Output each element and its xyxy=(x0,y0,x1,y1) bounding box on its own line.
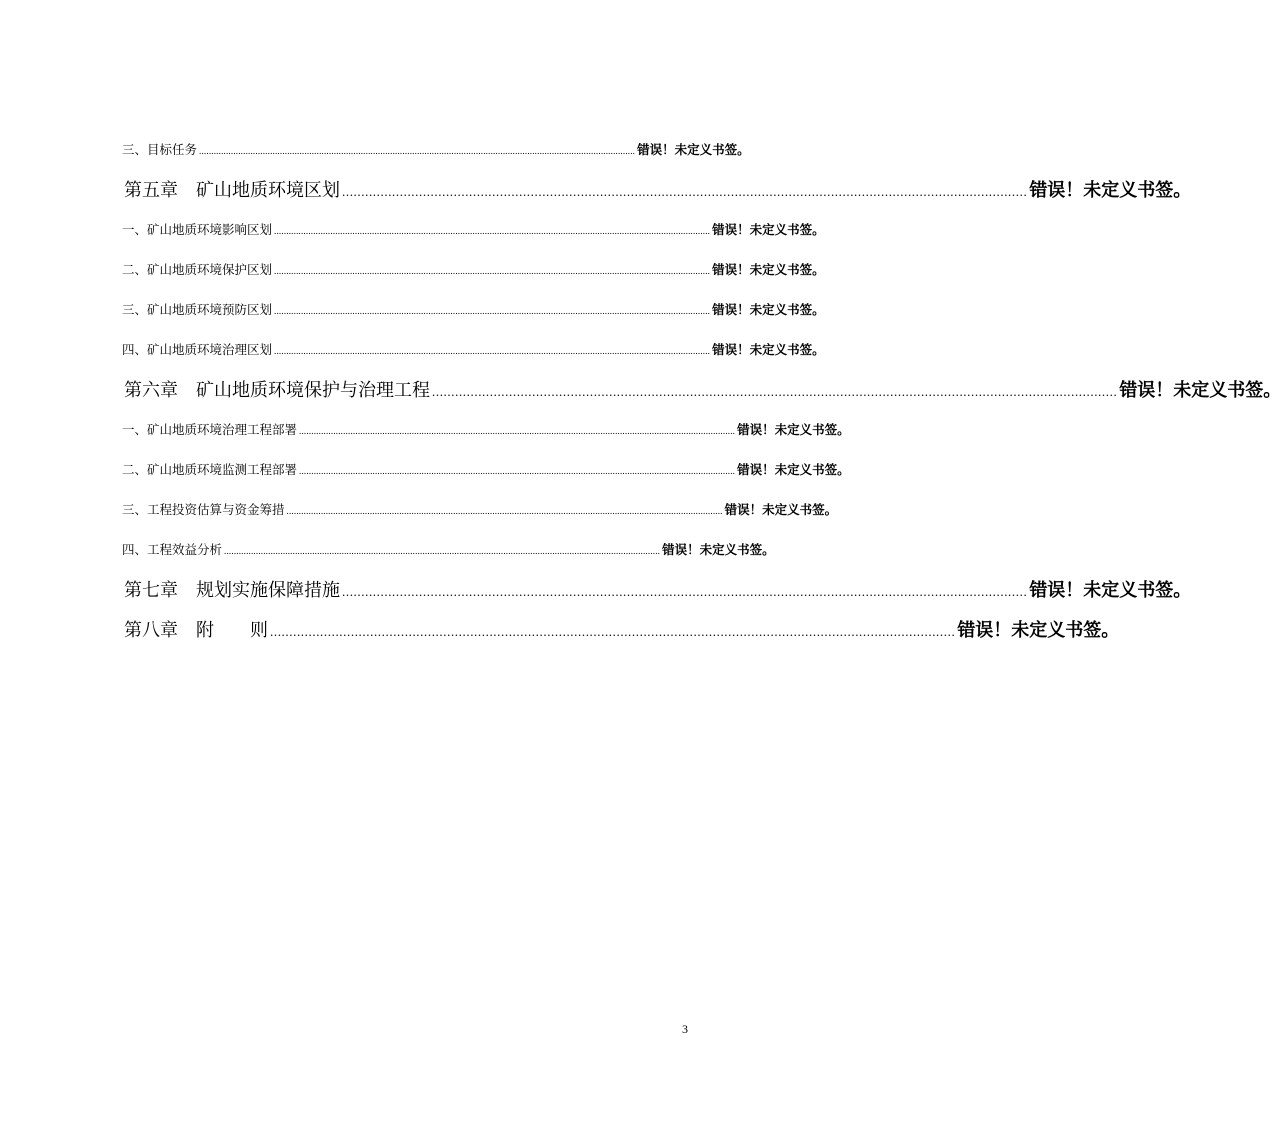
dot-leader: .................................................................................................................................................................................. xyxy=(224,546,661,556)
dot-leader: .................................................................................................................................................................................. xyxy=(274,346,711,356)
dot-leader: .................................................................................................................................................................................. xyxy=(299,466,736,476)
toc-page-reference: 错误！未定义书签。 xyxy=(737,462,850,477)
toc-chapter-entry[interactable] xyxy=(124,376,1281,402)
dot-leader: .................................................................................................................................................................................. xyxy=(274,226,711,236)
dot-leader: .................................................................................................................................................................................. xyxy=(342,584,1028,599)
toc-page-reference: 错误！未定义书签。 xyxy=(737,422,850,437)
toc-entry-label: 二、矿山地质环境监测工程部署 xyxy=(122,462,298,477)
toc-entry-label: 三、工程投资估算与资金筹措 xyxy=(122,502,285,517)
toc-entry[interactable] xyxy=(122,460,850,478)
toc-chapter-entry[interactable] xyxy=(124,576,1192,602)
toc-page-reference: 错误！未定义书签。 xyxy=(724,502,838,517)
toc-page-reference: 错误！未定义书签。 xyxy=(712,222,825,237)
toc-page-reference: 错误！未定义书签。 xyxy=(1119,380,1281,401)
toc-entry-label: 三、矿山地质环境预防区划 xyxy=(122,302,273,317)
toc-entry-label: 三、目标任务 xyxy=(122,142,198,157)
toc-entry-label: 四、矿山地质环境治理区划 xyxy=(122,342,273,357)
toc-entry[interactable] xyxy=(122,140,750,158)
toc-entry-label: 第七章 规划实施保障措施 xyxy=(124,580,340,601)
toc-entry-label: 二、矿山地质环境保护区划 xyxy=(122,262,273,277)
toc-entry-label: 一、矿山地质环境治理工程部署 xyxy=(122,422,298,437)
toc-entry-label: 第六章 矿山地质环境保护与治理工程 xyxy=(124,380,430,401)
dot-leader: .................................................................................................................................................................................. xyxy=(274,306,711,316)
toc-entry[interactable] xyxy=(122,420,850,438)
page-number: 3 xyxy=(682,1022,688,1036)
dot-leader: .................................................................................................................................................................................. xyxy=(270,624,956,639)
toc-entry[interactable] xyxy=(122,260,825,278)
toc-entry[interactable] xyxy=(122,540,775,558)
toc-page-reference: 错误！未定义书签。 xyxy=(662,542,775,557)
toc-page-reference: 错误！未定义书签。 xyxy=(1029,580,1192,601)
toc-entry-label: 第五章 矿山地质环境区划 xyxy=(124,180,340,201)
toc-page-reference: 错误！未定义书签。 xyxy=(712,262,825,277)
toc-chapter-entry[interactable] xyxy=(124,616,1120,642)
dot-leader: .................................................................................................................................................................................. xyxy=(432,384,1118,399)
dot-leader: .................................................................................................................................................................................. xyxy=(342,184,1028,199)
toc-entry[interactable] xyxy=(122,500,838,518)
toc-entry[interactable] xyxy=(122,340,825,358)
dot-leader: .................................................................................................................................................................................. xyxy=(286,506,723,516)
dot-leader: .................................................................................................................................................................................. xyxy=(199,146,636,156)
dot-leader: .................................................................................................................................................................................. xyxy=(274,266,711,276)
toc-page-reference: 错误！未定义书签。 xyxy=(957,620,1120,641)
toc-entry-label: 四、工程效益分析 xyxy=(122,542,223,557)
toc-entry[interactable] xyxy=(122,220,825,238)
toc-entry-label: 第八章 附 则 xyxy=(124,620,268,641)
toc-page-reference: 错误！未定义书签。 xyxy=(712,302,825,317)
dot-leader: .................................................................................................................................................................................. xyxy=(299,426,736,436)
toc-page-reference: 错误！未定义书签。 xyxy=(712,342,825,357)
toc-page-reference: 错误！未定义书签。 xyxy=(637,142,750,157)
toc-page-reference: 错误！未定义书签。 xyxy=(1029,180,1192,201)
toc-entry[interactable] xyxy=(122,300,825,318)
toc-chapter-entry[interactable] xyxy=(124,176,1192,202)
toc-entry-label: 一、矿山地质环境影响区划 xyxy=(122,222,273,237)
